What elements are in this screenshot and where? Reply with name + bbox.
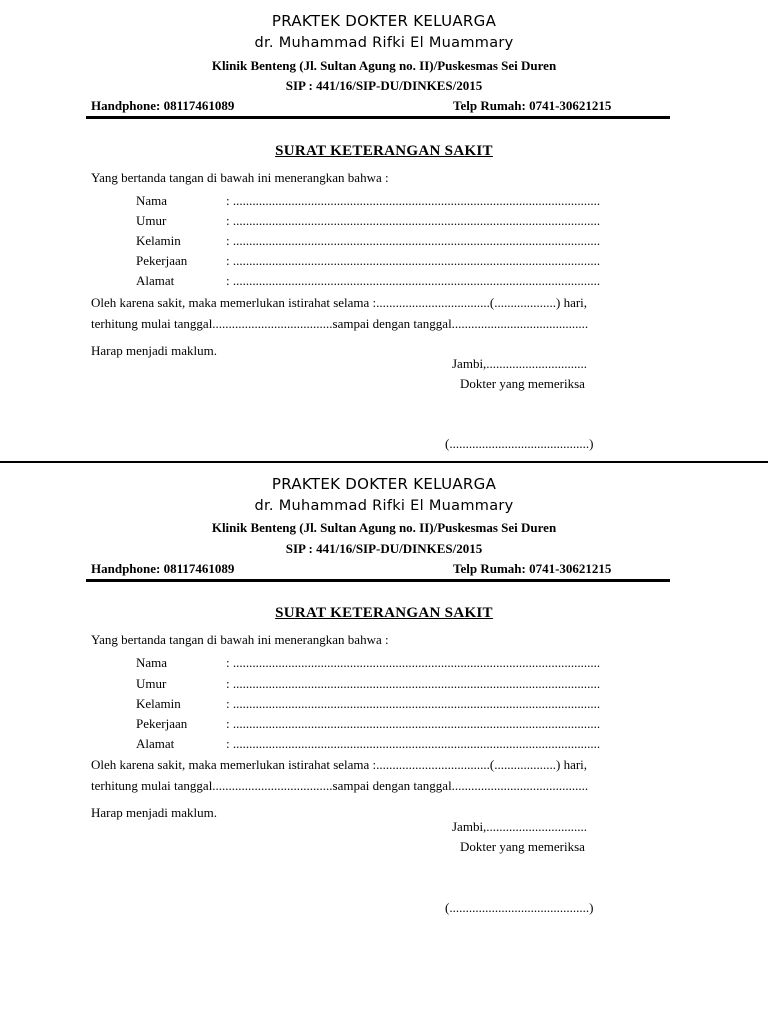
place-date: Jambi,............................... [452,356,588,371]
certificate-sheet-1 [0,0,768,462]
field-value-umur: : ................................................................................................................. [226,213,601,228]
signer-title: Dokter yang memeriksa [460,376,585,391]
handphone: Handphone: 08117461089 [91,98,235,113]
letter-title: SURAT KETERANGAN SAKIT [275,143,493,159]
field-value-pekerjaan: : ................................................................................................................. [226,716,601,731]
letter-title: SURAT KETERANGAN SAKIT [275,605,493,621]
header-rule [86,579,670,582]
clinic-address: Klinik Benteng (Jl. Sultan Agung no. II)/Puskesmas Sei Duren [211,520,557,535]
field-value-alamat: : ................................................................................................................. [226,273,601,288]
field-label-umur: Umur [136,676,167,691]
field-value-umur: : ................................................................................................................. [226,676,601,691]
field-value-kelamin: : ................................................................................................................. [226,233,601,248]
intro-text: Yang bertanda tangan di bawah ini menerangkan bahwa : [91,170,389,185]
closing-text: Harap menjadi maklum. [91,343,217,358]
field-value-nama: : ................................................................................................................. [226,655,601,670]
home-phone: Telp Rumah: 0741-30621215 [453,561,612,576]
home-phone: Telp Rumah: 0741-30621215 [453,98,612,113]
field-label-pekerjaan: Pekerjaan [136,253,188,268]
field-value-kelamin: : ................................................................................................................. [226,696,601,711]
sip-number: SIP : 441/16/SIP-DU/DINKES/2015 [285,78,483,93]
practice-title: PRAKTEK DOKTER KELUARGA [271,12,497,30]
field-label-kelamin: Kelamin [136,233,181,248]
header-rule [86,116,670,119]
field-label-alamat: Alamat [136,273,175,288]
field-label-nama: Nama [136,655,168,670]
place-date: Jambi,............................... [452,819,588,834]
rest-duration-line: Oleh karena sakit, maka memerlukan istirahat selama :...................................(...................) hari, [91,295,588,310]
field-label-alamat: Alamat [136,736,175,751]
sip-number: SIP : 441/16/SIP-DU/DINKES/2015 [285,541,483,556]
clinic-address: Klinik Benteng (Jl. Sultan Agung no. II)/Puskesmas Sei Duren [211,58,557,73]
signer-title: Dokter yang memeriksa [460,839,585,854]
doctor-name: dr. Muhammad Rifki El Muammary [254,498,514,514]
closing-text: Harap menjadi maklum. [91,805,217,820]
date-range-line: terhitung mulai tanggal.....................................sampai dengan tanggal.......................................... [91,778,589,793]
handphone: Handphone: 08117461089 [91,561,235,576]
field-value-nama: : ................................................................................................................. [226,193,601,208]
field-value-alamat: : ................................................................................................................. [226,736,601,751]
field-label-umur: Umur [136,213,167,228]
date-range-line: terhitung mulai tanggal.....................................sampai dengan tanggal.......................................... [91,316,589,331]
certificate-sheet-2 [0,463,768,925]
signature-line: (...........................................) [445,436,594,451]
practice-title: PRAKTEK DOKTER KELUARGA [271,475,497,493]
intro-text: Yang bertanda tangan di bawah ini menerangkan bahwa : [91,632,389,647]
signature-line: (...........................................) [445,900,594,915]
field-label-pekerjaan: Pekerjaan [136,716,188,731]
field-label-nama: Nama [136,193,168,208]
field-value-pekerjaan: : ................................................................................................................. [226,253,601,268]
field-label-kelamin: Kelamin [136,696,181,711]
doctor-name: dr. Muhammad Rifki El Muammary [254,35,514,51]
rest-duration-line: Oleh karena sakit, maka memerlukan istirahat selama :...................................(...................) hari, [91,757,588,772]
